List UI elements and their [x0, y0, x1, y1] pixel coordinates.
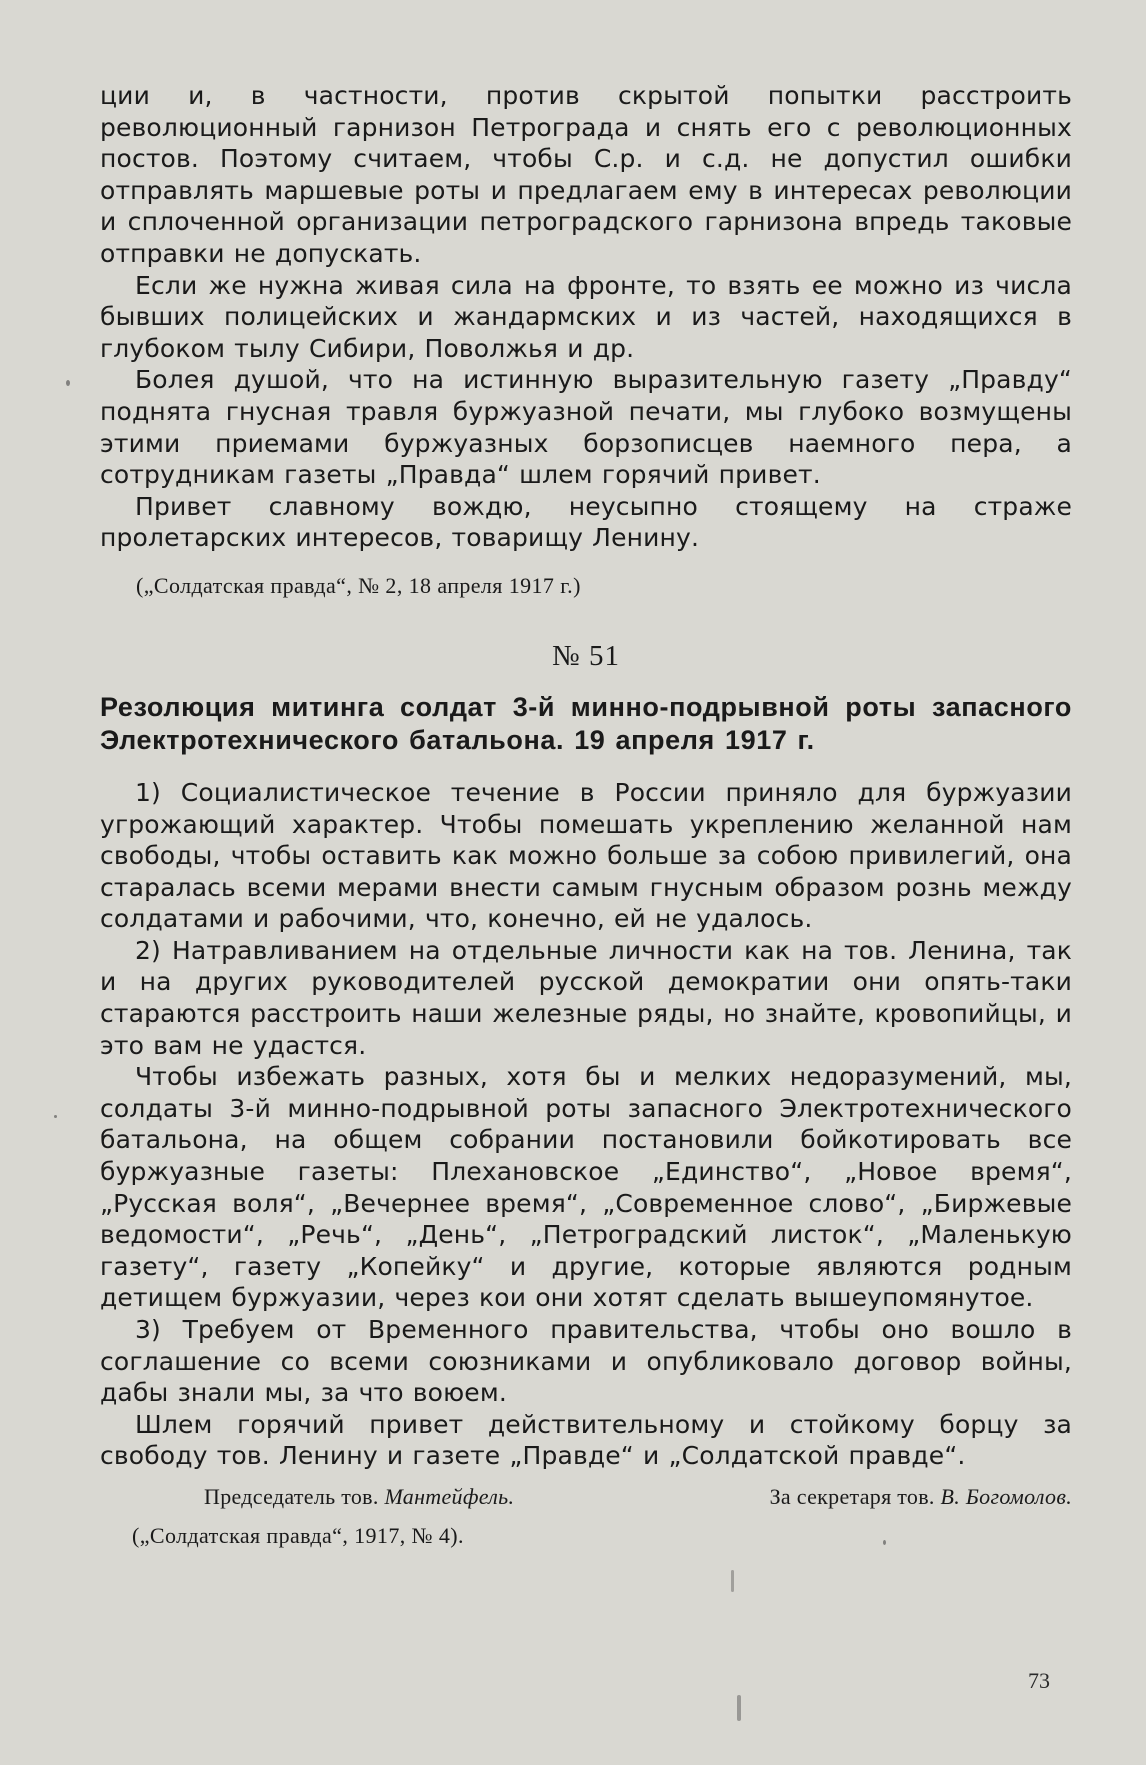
secretary-name: В. Богомолов. — [940, 1483, 1072, 1509]
source-citation: („Солдатская правда“, 1917, № 4). — [132, 1522, 464, 1548]
chair-name: Мантейфель. — [384, 1483, 515, 1509]
print-speck — [66, 380, 70, 386]
secretary-signature — [770, 1484, 1072, 1510]
paragraph-continuation: ции и, в частности, против скрытой попытки расстроить революционный гарнизон Петрограда и снять его с революционных постов. Поэтому считаем, чтобы С.р. и с.д. не допустил ошибки отправлять маршевые роты и предлагаем ему в интересах революции и сплоченной организации петроградского гарнизона впредь таковые отправки не допускать. — [100, 81, 1072, 268]
print-speck — [883, 1540, 886, 1545]
document-number: № 51 — [552, 639, 620, 672]
print-speck — [737, 1695, 741, 1721]
print-speck — [731, 1570, 734, 1592]
paragraph: Привет славному вождю, неусыпно стоящему на страже пролетарских интересов, товарищу Ленину. — [100, 491, 1072, 553]
paragraph: Чтобы избежать разных, хотя бы и мелких недоразумений, мы, солдаты 3-й минно-подрывной роты запасного Электротехнического батальона, на общем собрании постановили бойкотировать все буржуазные газеты: Плехановское „Единство“, „Новое время“, „Русская воля“, „Вечернее время“, „Современное слово“, „Биржевые ведомости“, „Речь“, „День“, „Петроградский листок“, „Маленькую газету“, газету „Копейку“ и другие, которые являются родным детищем буржуазии, через кои они хотят сделать вышеупомянутое. — [100, 1062, 1072, 1313]
source-citation: („Солдатская правда“, № 2, 18 апреля 1917 г.) — [136, 572, 581, 598]
paragraph: 1) Социалистическое течение в России приняло для буржуазии угрожающий характер. Чтобы помешать укреплению желанной нам свободы, чтобы оставить как можно больше за собою привилегий, она старалась всеми мерами внести самым гнусным образом рознь между солдатами и рабочими, что, конечно, ей не удалось. — [100, 777, 1072, 934]
chair-prefix: Председатель тов. — [204, 1483, 379, 1509]
paragraph: 2) Натравливанием на отдельные личности как на тов. Ленина, так и на других руководителей русской демократии они опять-таки стараются расстроить наши железные ряды, но знайте, кровопийцы, и это вам не удастся. — [100, 935, 1072, 1060]
paragraph: Если же нужна живая сила на фронте, то взять ее можно из числа бывших полицейских и жандармских и из частей, находящихся в глубоком тылу Сибири, Поволжья и др. — [100, 270, 1072, 363]
paragraph: 3) Требуем от Временного правительства, чтобы оно вошло в соглашение со всеми союзниками и опубликовало договор войны, дабы знали мы, за что воюем. — [100, 1315, 1072, 1408]
signature-row — [100, 1480, 1072, 1514]
chair-signature — [204, 1484, 514, 1510]
document-title: Резолюция митинга солдат 3-й минно-подрывной роты запасного Электротехнического батальона. 19 апреля 1917 г. — [100, 691, 1072, 755]
paragraph: Шлем горячий привет действительному и стойкому борцу за свободу тов. Ленину и газете „Правде“ и „Солдатской правде“. — [100, 1409, 1072, 1471]
secretary-prefix: За секретаря тов. — [769, 1483, 935, 1509]
page-content — [100, 80, 1072, 1550]
page-number: 73 — [1028, 1668, 1050, 1693]
print-speck — [54, 1115, 57, 1118]
paragraph: Болея душой, что на истинную выразительную газету „Правду“ поднята гнусная травля буржуазной печати, мы глубоко возмущены этими приемами буржуазных борзописцев наемного пера, а сотрудникам газеты „Правда“ шлем горячий привет. — [100, 365, 1072, 490]
